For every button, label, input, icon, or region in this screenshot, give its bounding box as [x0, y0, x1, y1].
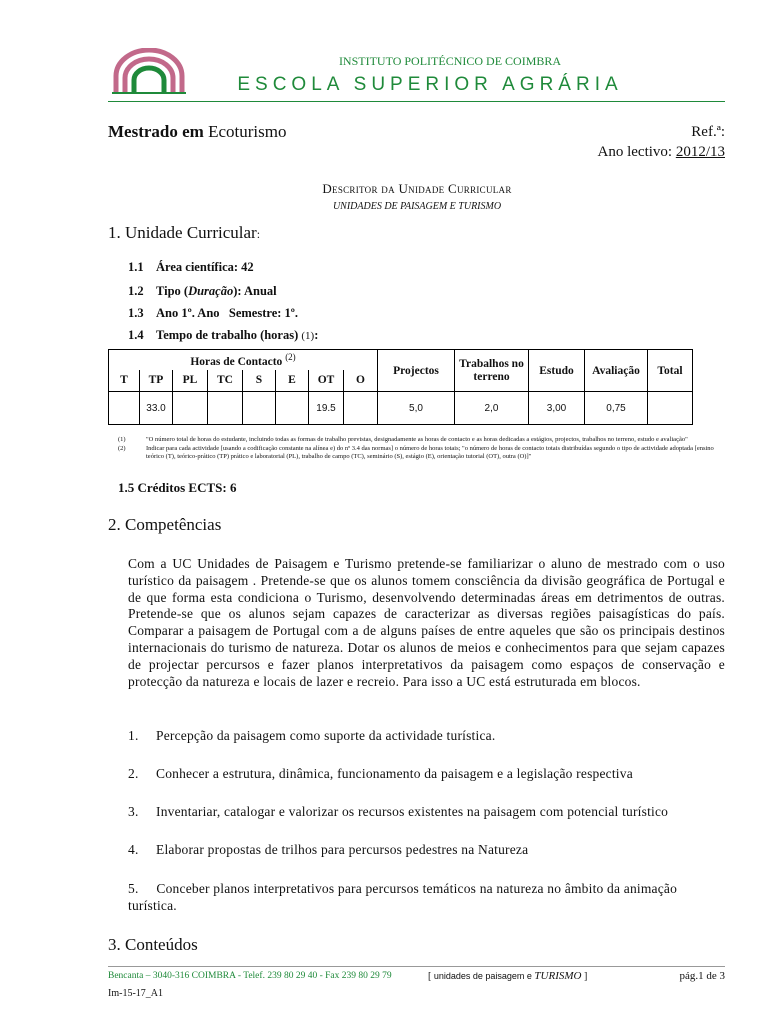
header-trabalhos-terreno: Trabalhos no terreno: [455, 350, 529, 392]
form-code: Im-15-17_A1: [108, 988, 163, 999]
header-s: S: [243, 370, 276, 392]
section-1-heading: [108, 223, 260, 243]
cell-t: [109, 392, 140, 425]
item-1-1: [128, 260, 254, 275]
table-row: [109, 392, 693, 425]
cell-o: [344, 392, 378, 425]
institute-name: INSTITUTO POLITÉCNICO DE COIMBRA: [338, 54, 562, 68]
header-tc: TC: [208, 370, 243, 392]
contact-hours-header: Horas de Contacto $^{(2)}$: [109, 350, 378, 370]
header-o: O: [344, 370, 378, 392]
list-item: 4. Elaborar propostas de trilhos para percursos pedestres na Natureza: [128, 842, 529, 857]
item-number: 1.3: [128, 306, 144, 320]
section-1-colon: :: [256, 227, 261, 241]
header-total: Total: [648, 350, 693, 392]
item-1-3: [128, 306, 298, 321]
header-tp: TP: [140, 370, 173, 392]
item-text: Área científica: 42: [156, 260, 254, 274]
header-ot: OT: [309, 370, 344, 392]
cell-tp: 33.0: [140, 392, 173, 425]
cell-e: [276, 392, 309, 425]
item-text-italic: Duração: [188, 284, 234, 298]
cell-pl: [173, 392, 208, 425]
school-name: ESCOLA SUPERIOR AGRÁRIA: [237, 74, 623, 95]
footer-address: Bencanta – 3040-316 COIMBRA - Telef. 239 80 29 40 - Fax 239 80 29 79: [108, 971, 392, 981]
program-label: Mestrado em: [108, 122, 204, 141]
list-item: 3. Inventariar, catalogar e valorizar os recursos existentes na paisagem com potencial turístico: [128, 804, 669, 819]
academic-year-label: Ano lectivo:: [597, 144, 673, 160]
cell-tc: [208, 392, 243, 425]
page-number: pág.1 de 3: [679, 970, 725, 982]
section-3-heading: 3. Conteúdos: [108, 935, 198, 954]
item-text-c: ): Anual: [233, 284, 277, 298]
item-tail: :: [314, 328, 319, 342]
program-title: [108, 122, 286, 142]
cell-total: [648, 392, 693, 425]
item-1-4: [128, 328, 318, 343]
reference-label: Ref.ª:: [691, 124, 725, 140]
item-1-2: [128, 284, 277, 299]
section-1-title: 1. Unidade Curricular: [108, 223, 257, 242]
hours-table: [108, 349, 693, 425]
header-pl: PL: [173, 370, 208, 392]
cell-trabalhos: 2,0: [455, 392, 529, 425]
header-estudo: Estudo: [529, 350, 585, 392]
item-text: Tempo de trabalho (horas): [156, 328, 299, 342]
list-item-5: 5. Conceber planos interpretativos para percursos temáticos na natureza no âmbito da animação turística.: [128, 881, 681, 913]
competencias-paragraph: Com a UC Unidades de Paisagem e Turismo pretende-se familiarizar o aluno de mestrado com o uso turístico da paisagem . Pretende-se que os alunos tomem consciência da divisão geográfica de Portugal e de que forma esta condiciona o Turismo, desenvolvendo determinadas áreas em detrimentos de outras. Pretende-se que os alunos sejam capazes de caracterizar as diversas regiões paisagísticas do país. Comparar a paisagem de Portugal com a de alguns países de entre aqueles que são os principais destinos internacionais do turismo de natureza. Dotar os alunos de meios e conhecimentos para que sejam capazes de projectar percursos e fazer planos interpretativos da paisagem como espaços de conservação e protecção da natureza e locais de lazer e recreio. Para isso a UC está estruturada em blocos.: [128, 556, 725, 689]
cell-estudo: 3,00: [529, 392, 585, 425]
item-number: 1.2: [128, 284, 144, 298]
academic-year: [598, 144, 726, 161]
footnotes: [118, 436, 728, 462]
header-divider: [108, 101, 725, 102]
program-name: Ecoturismo: [208, 122, 287, 141]
item-text: Ano 1º. Ano Semestre: 1º.: [156, 306, 299, 320]
ects-credits: 1.5 Créditos ECTS: 6: [118, 480, 237, 495]
item-number: 1.4: [128, 328, 144, 342]
header-t: T: [109, 370, 140, 392]
header-avaliacao: Avaliação: [585, 350, 648, 392]
item-number: 1.1: [128, 260, 144, 274]
header-projectos: Projectos: [378, 350, 455, 392]
document-title: Descritor da Unidade Curricular: [322, 181, 512, 196]
cell-s: [243, 392, 276, 425]
footer-divider: [108, 966, 725, 967]
list-item: 2. Conhecer a estrutura, dinâmica, funcionamento da paisagem e a legislação respectiva: [128, 766, 633, 781]
item-text-a: Tipo (: [156, 284, 189, 298]
section-2-heading: 2. Competências: [108, 515, 222, 534]
item-note: (1): [301, 330, 315, 342]
header-e: E: [276, 370, 309, 392]
document-subtitle: UNIDADES DE PAISAGEM E TURISMO: [332, 201, 502, 212]
cell-avaliacao: 0,75: [585, 392, 648, 425]
contact-hours-note: (2): [285, 351, 296, 362]
footer-document: [ unidades de paisagem e TURISMO ]: [428, 970, 588, 982]
footnote-1: (1) "O número total de horas do estudante, incluindo todas as formas de trabalho previstas, designadamente as horas de contacto e as horas dedicadas a estágios, projectos, trabalhos no terreno, estudo e avaliação": [118, 436, 688, 443]
academic-year-value: 2012/13: [675, 144, 725, 160]
footnote-2: (2) Indicar para cada actividade [usando a codificação constante na alínea e) do nº 3.4 das normas] o número de horas totais; "o número de horas de contacto totais distribuídas segundo o tipo de actividade adoptada [ensino teórico (T), teórico-prático (TP) prático e laboratorial (PL), trabalho de campo (TC), seminário (S), estágio (E), orientação tutorial (OT), outra (O)]": [118, 444, 714, 460]
cell-projectos: 5,0: [378, 392, 455, 425]
cell-ot: 19.5: [309, 392, 344, 425]
list-item: 1. Percepção da paisagem como suporte da actividade turística.: [128, 728, 496, 743]
